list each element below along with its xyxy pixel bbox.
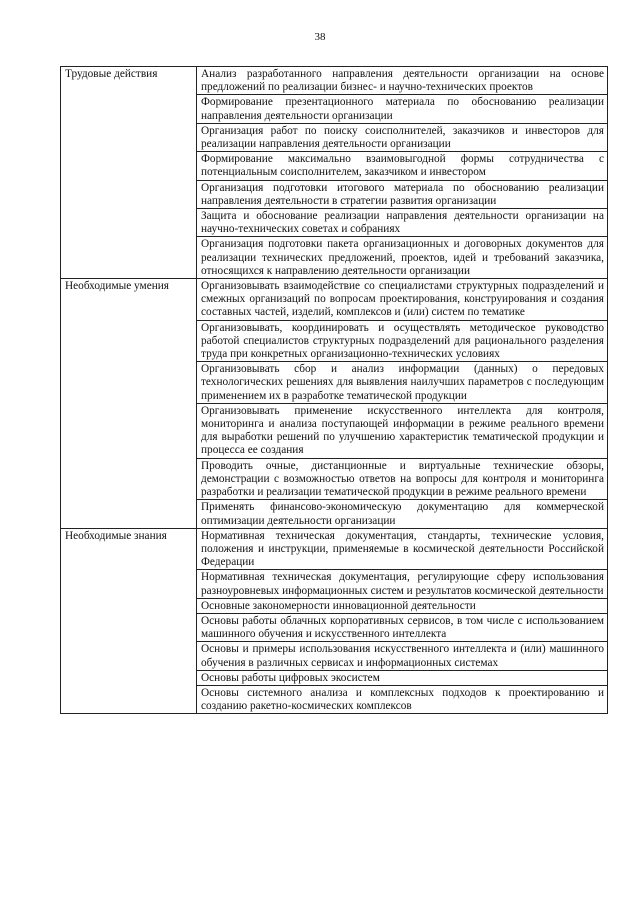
table-cell: Организовывать применение искусственного интеллекта для контроля, мониторинга и анализа поступающей информации в режиме реального времени для выработки решений по улучшению характеристик тематической продукции и процесса ее создания (197, 403, 608, 458)
table-cell: Организация подготовки итогового материала по обоснованию реализации направления деятельности в стратегии развития организации (197, 180, 608, 208)
table-row (61, 279, 608, 321)
table-cell: Основные закономерности инновационной деятельности (197, 598, 608, 613)
table-cell: Защита и обоснование реализации направления деятельности организации на научно-технических советах и собраниях (197, 209, 608, 237)
table-row (61, 67, 608, 95)
table-cell: Нормативная техническая документация, регулирующие сферу использования разноуровневых информационных систем и результатов космической деятельности (197, 570, 608, 598)
requirements-table (60, 66, 608, 714)
table-cell: Проводить очные, дистанционные и виртуальные технические обзоры, демонстрации с возможностью ответов на вопросы для контроля и мониторинга разработки и реализации тематической продукции в режиме реального времени (197, 458, 608, 500)
table-cell: Основы системного анализа и комплексных подходов к проектированию и созданию ракетно-космических комплексов (197, 685, 608, 713)
table-cell: Формирование презентационного материала по обоснованию реализации направления деятельности организации (197, 95, 608, 123)
table-row (61, 528, 608, 570)
section-label-labor-actions: Трудовые действия (61, 67, 197, 279)
table-cell: Формирование максимально взаимовыгодной формы сотрудничества с потенциальным соисполнителем, заказчиком и инвестором (197, 152, 608, 180)
table-cell: Основы работы облачных корпоративных сервисов, в том числе с использованием машинного обучения и искусственного интеллекта (197, 613, 608, 641)
table-cell: Применять финансово-экономическую документацию для коммерческой оптимизации деятельности организации (197, 500, 608, 528)
table-cell: Основы работы цифровых экосистем (197, 670, 608, 685)
table-cell: Организовывать, координировать и осуществлять методическое руководство работой специалистов структурных подразделений для рационального разделения труда при конкретных организационно-технических условиях (197, 320, 608, 362)
table-cell: Основы и примеры использования искусственного интеллекта и (или) машинного обучения в различных сервисах и информационных системах (197, 642, 608, 670)
table-cell: Нормативная техническая документация, стандарты, технические условия, положения и инструкции, применяемые в космической деятельности Российской Федерации (197, 528, 608, 570)
table-cell: Организация работ по поиску соисполнителей, заказчиков и инвесторов для реализации направления деятельности организации (197, 123, 608, 151)
section-label-required-knowledge: Необходимые знания (61, 528, 197, 714)
table-cell: Анализ разработанного направления деятельности организации на основе предложений по реализации бизнес- и научно-технических проектов (197, 67, 608, 95)
section-label-required-skills: Необходимые умения (61, 279, 197, 529)
table-cell: Организация подготовки пакета организационных и договорных документов для реализации технических предложений, проектов, идей и требований заказчика, относящихся к направлению деятельности организации (197, 237, 608, 279)
page-number: 38 (314, 31, 326, 43)
table-cell: Организовывать взаимодействие со специалистами структурных подразделений и смежных организаций по вопросам проектирования, конструирования и создания составных частей, изделий, комплексов и (или) систем по тематике (197, 279, 608, 321)
table-cell: Организовывать сбор и анализ информации (данных) о передовых технологических решениях для выявления наилучших параметров с последующим применением их в разработке тематической продукции (197, 362, 608, 404)
